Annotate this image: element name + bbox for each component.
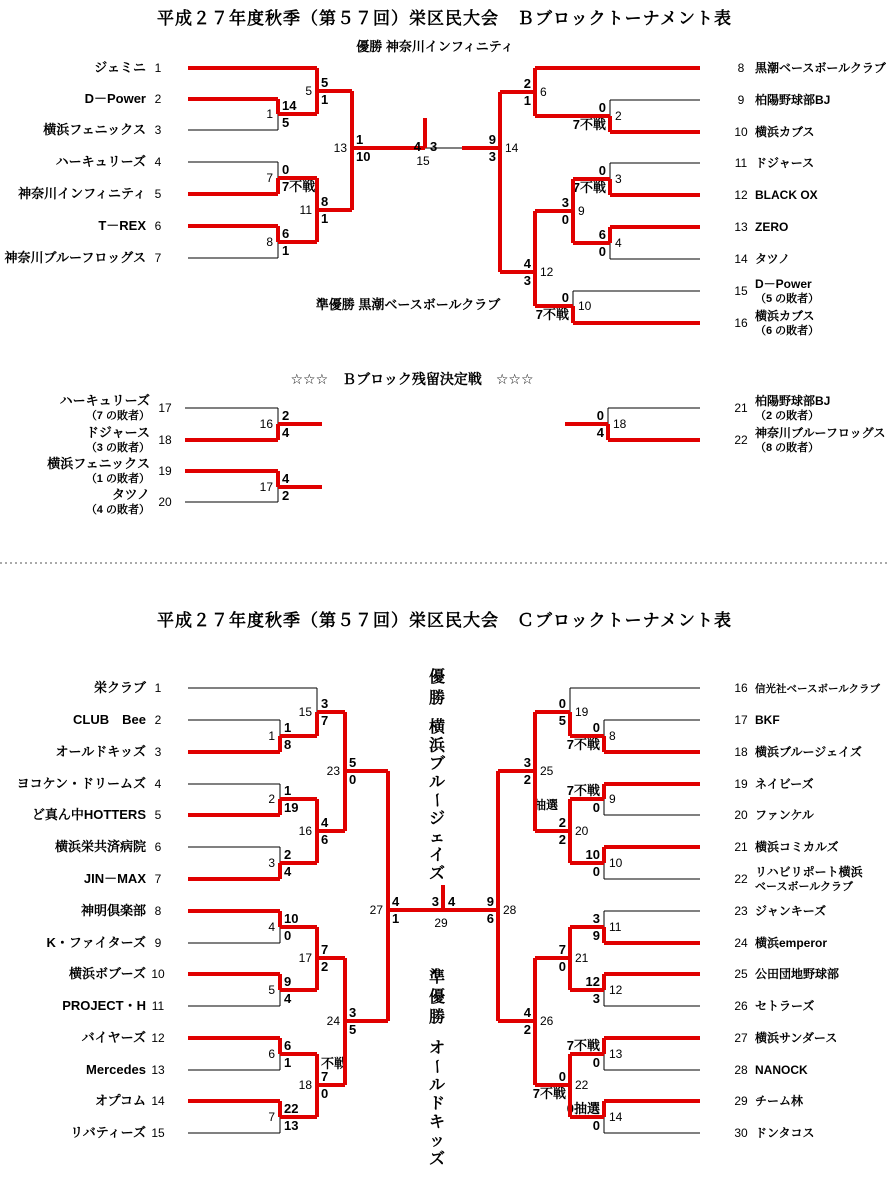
match-score-bottom: 3 <box>592 991 600 1006</box>
match-score-bottom: 7不戦 <box>282 179 316 194</box>
match-number: 10 <box>578 299 592 313</box>
team-seed-number: 17 <box>734 713 748 727</box>
match-score-bottom: 19 <box>284 800 299 815</box>
team-seed-number: 18 <box>734 745 748 759</box>
team-name: K・ファイターズ <box>46 935 146 950</box>
team-seed-number: 7 <box>154 872 162 886</box>
match-number: 17 <box>298 951 312 965</box>
b-block-title: 平成２７年度秋季（第５７回）栄区民大会 Ｂブロックトーナメント表 <box>157 9 732 28</box>
match-number: 1 <box>268 729 275 743</box>
team-name: 神奈川インフィニティ <box>18 186 146 201</box>
team-name: 栄クラブ <box>93 680 146 695</box>
team-seed-number: 23 <box>734 904 748 918</box>
b-block-champion-line: 優勝 神奈川インフィニティ <box>356 39 514 54</box>
match-number: 11 <box>609 920 622 934</box>
vertical-result-label: 優 <box>428 669 446 686</box>
vertical-result-team: キ <box>428 1114 446 1131</box>
team-seed-number: 29 <box>734 1094 748 1108</box>
team-name: T－REX <box>98 218 146 233</box>
team-sub-label: （7 の敗者） <box>85 410 150 422</box>
match-score-top: 0抽選 <box>566 1101 600 1116</box>
team-seed-number: 9 <box>154 936 162 950</box>
match-score-top: 14 <box>282 98 297 113</box>
match-number: 22 <box>575 1078 589 1092</box>
team-name: 黒潮ベースボールクラブ <box>755 61 886 75</box>
team-seed-number: 12 <box>734 188 748 202</box>
match-score-bottom: 8 <box>284 737 292 752</box>
match-score-bottom: 2 <box>321 959 329 974</box>
final-score-right: 3 <box>430 139 438 154</box>
team-name: リバティーズ <box>70 1125 146 1140</box>
match-score-bottom: 2 <box>282 488 290 503</box>
match-score-bottom: 2 <box>558 832 566 847</box>
match-number: 21 <box>575 951 589 965</box>
match-number: 16 <box>298 824 312 838</box>
vertical-result-team: 浜 <box>428 737 446 755</box>
team-name: セトラーズ <box>755 999 815 1013</box>
team-name: PROJECT・H <box>62 998 146 1013</box>
match-score-bottom: 2 <box>523 772 531 787</box>
match-score-top: 9 <box>486 894 494 909</box>
match-score-bottom: 6 <box>321 832 329 847</box>
match-score-bottom: 9 <box>592 928 600 943</box>
match-score-bottom: 3 <box>488 149 496 164</box>
vertical-result-team: 横 <box>428 719 446 736</box>
match-number: 5 <box>268 983 275 997</box>
match-score-top: 0 <box>282 162 290 177</box>
match-score-bottom: 0 <box>349 772 357 787</box>
team-seed-number: 4 <box>154 155 162 169</box>
match-number: 28 <box>503 903 517 917</box>
team-seed-number: 16 <box>734 316 748 330</box>
match-score-bottom: 4 <box>284 864 292 879</box>
match-number: 18 <box>298 1078 312 1092</box>
team-name: CLUB Bee <box>73 712 146 727</box>
match-number: 17 <box>259 480 273 494</box>
match-score-bottom: 5 <box>558 713 566 728</box>
match-score-bottom: 1 <box>321 211 329 226</box>
final-match-number: 29 <box>434 916 448 930</box>
vertical-result-team: ド <box>428 1095 446 1113</box>
match-score-bottom: 1 <box>321 92 329 107</box>
team-seed-number: 11 <box>734 156 748 170</box>
match-score-top: 4 <box>321 815 329 830</box>
vertical-result-team: ー <box>428 1058 445 1075</box>
team-name: Mercedes <box>86 1062 146 1077</box>
match-score-bottom: 7不戦 <box>535 307 569 322</box>
team-name: BKF <box>755 713 780 727</box>
match-number: 27 <box>369 903 383 917</box>
match-number: 23 <box>326 764 340 778</box>
final-score-left: 4 <box>413 139 421 154</box>
match-score-top: 2 <box>282 408 290 423</box>
team-seed-number: 6 <box>154 219 162 233</box>
team-name: 横浜emperor <box>755 936 828 950</box>
team-seed-number: 9 <box>737 93 745 107</box>
team-seed-number: 10 <box>734 125 748 139</box>
match-score-bottom: 0 <box>592 800 600 815</box>
team-seed-number: 21 <box>734 401 748 415</box>
team-name: 横浜ボブーズ <box>69 966 146 981</box>
match-score-bottom: 7不戦 <box>566 737 600 752</box>
team-sub-label: （5 の敗者） <box>755 293 820 305</box>
match-number: 12 <box>609 983 623 997</box>
team-seed-number: 8 <box>737 61 745 75</box>
team-name: 柏陽野球部BJ <box>755 394 831 408</box>
team-seed-number: 17 <box>158 401 172 415</box>
team-seed-number: 22 <box>734 872 748 886</box>
match-score-bottom: 7不戦 <box>572 180 606 195</box>
match-score-bottom: 1 <box>392 911 400 926</box>
match-number: 4 <box>615 236 622 250</box>
match-score-bottom: 4 <box>282 425 290 440</box>
match-score-top: 2 <box>558 815 566 830</box>
final-match-number: 15 <box>416 154 430 168</box>
match-number: 8 <box>266 235 273 249</box>
match-number: 13 <box>333 141 347 155</box>
match-score-top: 12 <box>585 974 600 989</box>
team-sub-label: （3 の敗者） <box>85 442 150 454</box>
final-score-left: 3 <box>431 894 439 909</box>
match-score-top: 3 <box>592 911 600 926</box>
match-score-bottom: 0 <box>592 864 600 879</box>
team-sub-label: ベースボールクラブ <box>755 881 854 893</box>
match-score-bottom: 1 <box>282 243 290 258</box>
match-number: 18 <box>613 417 627 431</box>
match-score-top: 3 <box>349 1005 357 1020</box>
team-name: リハビリポート横浜 <box>755 865 863 879</box>
team-seed-number: 5 <box>154 808 162 822</box>
vertical-result-team: オ <box>428 1040 446 1057</box>
team-name: 横浜サンダース <box>755 1031 838 1045</box>
vertical-result-team: ル <box>428 773 446 791</box>
match-score-bottom: 3 <box>523 273 531 288</box>
team-seed-number: 16 <box>734 681 748 695</box>
vertical-result-team: イ <box>428 847 446 865</box>
team-name: 信光社ベースボールクラブ <box>755 683 881 695</box>
match-number: 25 <box>540 764 554 778</box>
match-score-bottom: 5 <box>282 115 290 130</box>
match-score-top: 5 <box>349 755 357 770</box>
team-name: ZERO <box>755 220 789 234</box>
vertical-result-team: ズ <box>428 1151 446 1168</box>
team-name: 横浜フェニックス <box>47 456 150 471</box>
match-score-top: 0 <box>598 100 606 115</box>
vertical-result-team: ジ <box>428 810 446 828</box>
match-score-top: 0 <box>596 408 604 423</box>
match-score-top: 1 <box>284 783 292 798</box>
match-score-top: 7不戦 <box>566 783 600 798</box>
match-score-bottom: 10 <box>356 149 371 164</box>
team-seed-number: 15 <box>151 1126 165 1140</box>
team-sub-label: （1 の敗者） <box>85 473 150 485</box>
vertical-result-team: ズ <box>428 865 446 883</box>
match-score-top: 7不戦 <box>566 1038 600 1053</box>
team-seed-number: 3 <box>154 745 162 759</box>
team-name: 横浜フェニックス <box>43 122 146 137</box>
match-score-bottom: 5 <box>349 1022 357 1037</box>
team-seed-number: 13 <box>151 1063 165 1077</box>
match-score-top: 10 <box>585 847 600 862</box>
team-seed-number: 1 <box>154 61 162 75</box>
team-name: BLACK OX <box>755 188 818 202</box>
match-score-top: 6 <box>284 1038 292 1053</box>
match-number: 20 <box>575 824 589 838</box>
vertical-result-team: ッ <box>428 1132 446 1150</box>
match-score-top-note: 不戦 <box>321 1056 348 1071</box>
match-score-top: 0 <box>561 290 569 305</box>
match-score-top: 3 <box>561 195 569 210</box>
team-name: 神明倶楽部 <box>80 903 146 918</box>
team-seed-number: 10 <box>151 967 165 981</box>
match-number: 9 <box>578 204 585 218</box>
match-score-bottom: 7不戦 <box>532 1086 566 1101</box>
team-name: 神奈川ブルーフロッグス <box>4 250 146 265</box>
match-number: 26 <box>540 1014 554 1028</box>
team-seed-number: 5 <box>154 187 162 201</box>
match-number: 5 <box>305 84 312 98</box>
team-name: 横浜栄共済病院 <box>54 839 146 854</box>
team-name: ドジャース <box>85 425 150 440</box>
team-name: ヨコケン・ドリームズ <box>16 776 146 791</box>
team-name: 横浜ブルージェイズ <box>755 745 862 759</box>
match-score-bottom: 0 <box>321 1086 329 1101</box>
match-number: 2 <box>615 109 622 123</box>
match-score-bottom: 0 <box>598 244 606 259</box>
match-number: 19 <box>575 705 589 719</box>
team-name: チーム林 <box>755 1094 804 1108</box>
match-score-top: 0 <box>592 720 600 735</box>
team-seed-number: 2 <box>154 713 162 727</box>
team-seed-number: 12 <box>151 1031 165 1045</box>
team-name: NANOCK <box>755 1063 808 1077</box>
team-seed-number: 21 <box>734 840 748 854</box>
match-score-top: 8 <box>321 194 329 209</box>
team-name: タツノ <box>111 487 150 502</box>
final-score-right: 4 <box>448 894 456 909</box>
match-number: 2 <box>268 792 275 806</box>
match-number: 3 <box>268 856 275 870</box>
team-name: バイヤーズ <box>81 1030 146 1045</box>
match-number: 15 <box>298 705 312 719</box>
team-name: オールドキッズ <box>55 744 146 759</box>
team-sub-label: （4 の敗者） <box>85 504 150 516</box>
team-seed-number: 7 <box>154 251 162 265</box>
match-score-bottom: 13 <box>284 1118 299 1133</box>
match-number: 14 <box>505 141 519 155</box>
match-score-top: 3 <box>523 755 531 770</box>
match-score-top: 9 <box>488 132 496 147</box>
match-score-top: 10 <box>284 911 299 926</box>
match-lottery-note: 抽選 <box>533 798 558 812</box>
team-name: 柏陽野球部BJ <box>755 93 831 107</box>
team-name: タツノ <box>755 252 791 266</box>
match-score-top: 0 <box>558 696 566 711</box>
team-name: ジェミニ <box>94 60 146 75</box>
match-number: 13 <box>609 1047 623 1061</box>
team-seed-number: 8 <box>154 904 162 918</box>
team-sub-label: （8 の敗者） <box>755 442 820 454</box>
match-score-top: 5 <box>321 75 329 90</box>
team-seed-number: 22 <box>734 433 748 447</box>
match-number: 14 <box>609 1110 623 1124</box>
team-seed-number: 2 <box>154 92 162 106</box>
match-number: 6 <box>268 1047 275 1061</box>
vertical-result-label: 準 <box>428 969 446 986</box>
match-score-top: 0 <box>558 1069 566 1084</box>
vertical-result-label: 勝 <box>428 1009 446 1026</box>
match-score-bottom: 0 <box>284 928 292 943</box>
vertical-result-team: ブ <box>428 755 446 773</box>
team-seed-number: 20 <box>158 495 172 509</box>
match-number: 3 <box>615 172 622 186</box>
match-score-top: 4 <box>523 1005 531 1020</box>
team-seed-number: 30 <box>734 1126 748 1140</box>
team-seed-number: 13 <box>734 220 748 234</box>
match-score-top: 4 <box>392 894 400 909</box>
vertical-result-label: 優 <box>428 989 446 1006</box>
match-score-top: 7 <box>321 1069 329 1084</box>
match-score-top: 9 <box>284 974 292 989</box>
match-number: 24 <box>326 1014 340 1028</box>
team-name: ファンケル <box>755 808 814 822</box>
match-score-bottom: 0 <box>592 1055 600 1070</box>
match-score-top: 1 <box>356 132 364 147</box>
team-seed-number: 14 <box>151 1094 165 1108</box>
team-seed-number: 4 <box>154 777 162 791</box>
match-score-top: 22 <box>284 1101 299 1116</box>
team-seed-number: 18 <box>158 433 172 447</box>
match-score-top: 4 <box>282 471 290 486</box>
team-seed-number: 3 <box>154 123 162 137</box>
vertical-result-team: ル <box>428 1077 446 1094</box>
match-number: 6 <box>540 85 547 99</box>
match-score-top: 3 <box>321 696 329 711</box>
team-name: D－Power <box>755 277 812 291</box>
match-score-top: 0 <box>598 163 606 178</box>
team-seed-number: 19 <box>158 464 172 478</box>
match-number: 7 <box>266 171 273 185</box>
match-number: 10 <box>609 856 623 870</box>
team-seed-number: 28 <box>734 1063 748 1077</box>
match-score-bottom: 0 <box>592 1118 600 1133</box>
team-name: D－Power <box>84 91 146 106</box>
match-number: 7 <box>268 1110 275 1124</box>
match-score-bottom: 7不戦 <box>572 117 606 132</box>
team-name: ドジャース <box>755 156 815 170</box>
team-seed-number: 24 <box>734 936 748 950</box>
team-name: 公田団地野球部 <box>755 967 840 981</box>
vertical-result-label: 勝 <box>428 690 446 707</box>
team-seed-number: 1 <box>154 681 162 695</box>
team-seed-number: 25 <box>734 967 748 981</box>
team-name: 横浜カブス <box>755 125 815 139</box>
team-seed-number: 27 <box>734 1031 748 1045</box>
match-score-bottom: 6 <box>486 911 494 926</box>
team-name: ネイビーズ <box>755 777 814 791</box>
team-name: ハーキュリーズ <box>55 154 146 169</box>
match-score-bottom: 2 <box>523 1022 531 1037</box>
team-seed-number: 6 <box>154 840 162 854</box>
match-score-bottom: 4 <box>284 991 292 1006</box>
match-score-top: 4 <box>523 256 531 271</box>
team-name: JIN－MAX <box>83 871 146 886</box>
team-seed-number: 15 <box>734 284 748 298</box>
match-score-top: 2 <box>523 76 531 91</box>
vertical-result-team: ー <box>428 792 445 809</box>
team-name: 神奈川ブルーフロッグス <box>755 426 886 440</box>
b-playoff-title: ☆☆☆ Ｂブロック残留決定戦 ☆☆☆ <box>290 371 534 387</box>
b-block-runnerup-line: 準優勝 黒潮ベースボールクラブ <box>315 297 501 312</box>
match-score-top: 6 <box>598 227 606 242</box>
team-name: ジャンキーズ <box>755 904 827 918</box>
match-score-bottom: 4 <box>596 425 604 440</box>
match-score-bottom: 1 <box>523 93 531 108</box>
team-name: 横浜カブス <box>755 309 815 323</box>
team-seed-number: 11 <box>151 999 165 1013</box>
match-number: 1 <box>266 107 273 121</box>
team-name: ドンタコス <box>755 1126 815 1140</box>
match-score-top: 7 <box>321 942 329 957</box>
match-score-top: 7 <box>558 942 566 957</box>
team-seed-number: 14 <box>734 252 748 266</box>
team-name: オプコム <box>95 1093 146 1108</box>
match-number: 9 <box>609 792 616 806</box>
team-name: ハーキュリーズ <box>59 393 150 408</box>
team-seed-number: 26 <box>734 999 748 1013</box>
match-score-bottom: 0 <box>561 212 569 227</box>
match-score-top: 1 <box>284 720 292 735</box>
match-number: 12 <box>540 265 554 279</box>
match-number: 16 <box>259 417 273 431</box>
match-score-bottom: 0 <box>558 959 566 974</box>
match-score-top: 2 <box>284 847 292 862</box>
team-seed-number: 19 <box>734 777 748 791</box>
match-number: 11 <box>299 203 312 217</box>
team-name: ど真ん中HOTTERS <box>31 807 146 822</box>
team-sub-label: （6 の敗者） <box>755 325 820 337</box>
match-number: 8 <box>609 729 616 743</box>
match-score-bottom: 7 <box>321 713 329 728</box>
match-score-top: 6 <box>282 226 290 241</box>
team-seed-number: 20 <box>734 808 748 822</box>
vertical-result-team: ェ <box>428 828 446 846</box>
team-sub-label: （2 の敗者） <box>755 410 820 422</box>
match-score-bottom: 1 <box>284 1055 292 1070</box>
match-number: 4 <box>268 920 275 934</box>
team-name: 横浜コミカルズ <box>755 840 839 854</box>
c-block-title: 平成２７年度秋季（第５７回）栄区民大会 Ｃブロックトーナメント表 <box>157 611 732 630</box>
